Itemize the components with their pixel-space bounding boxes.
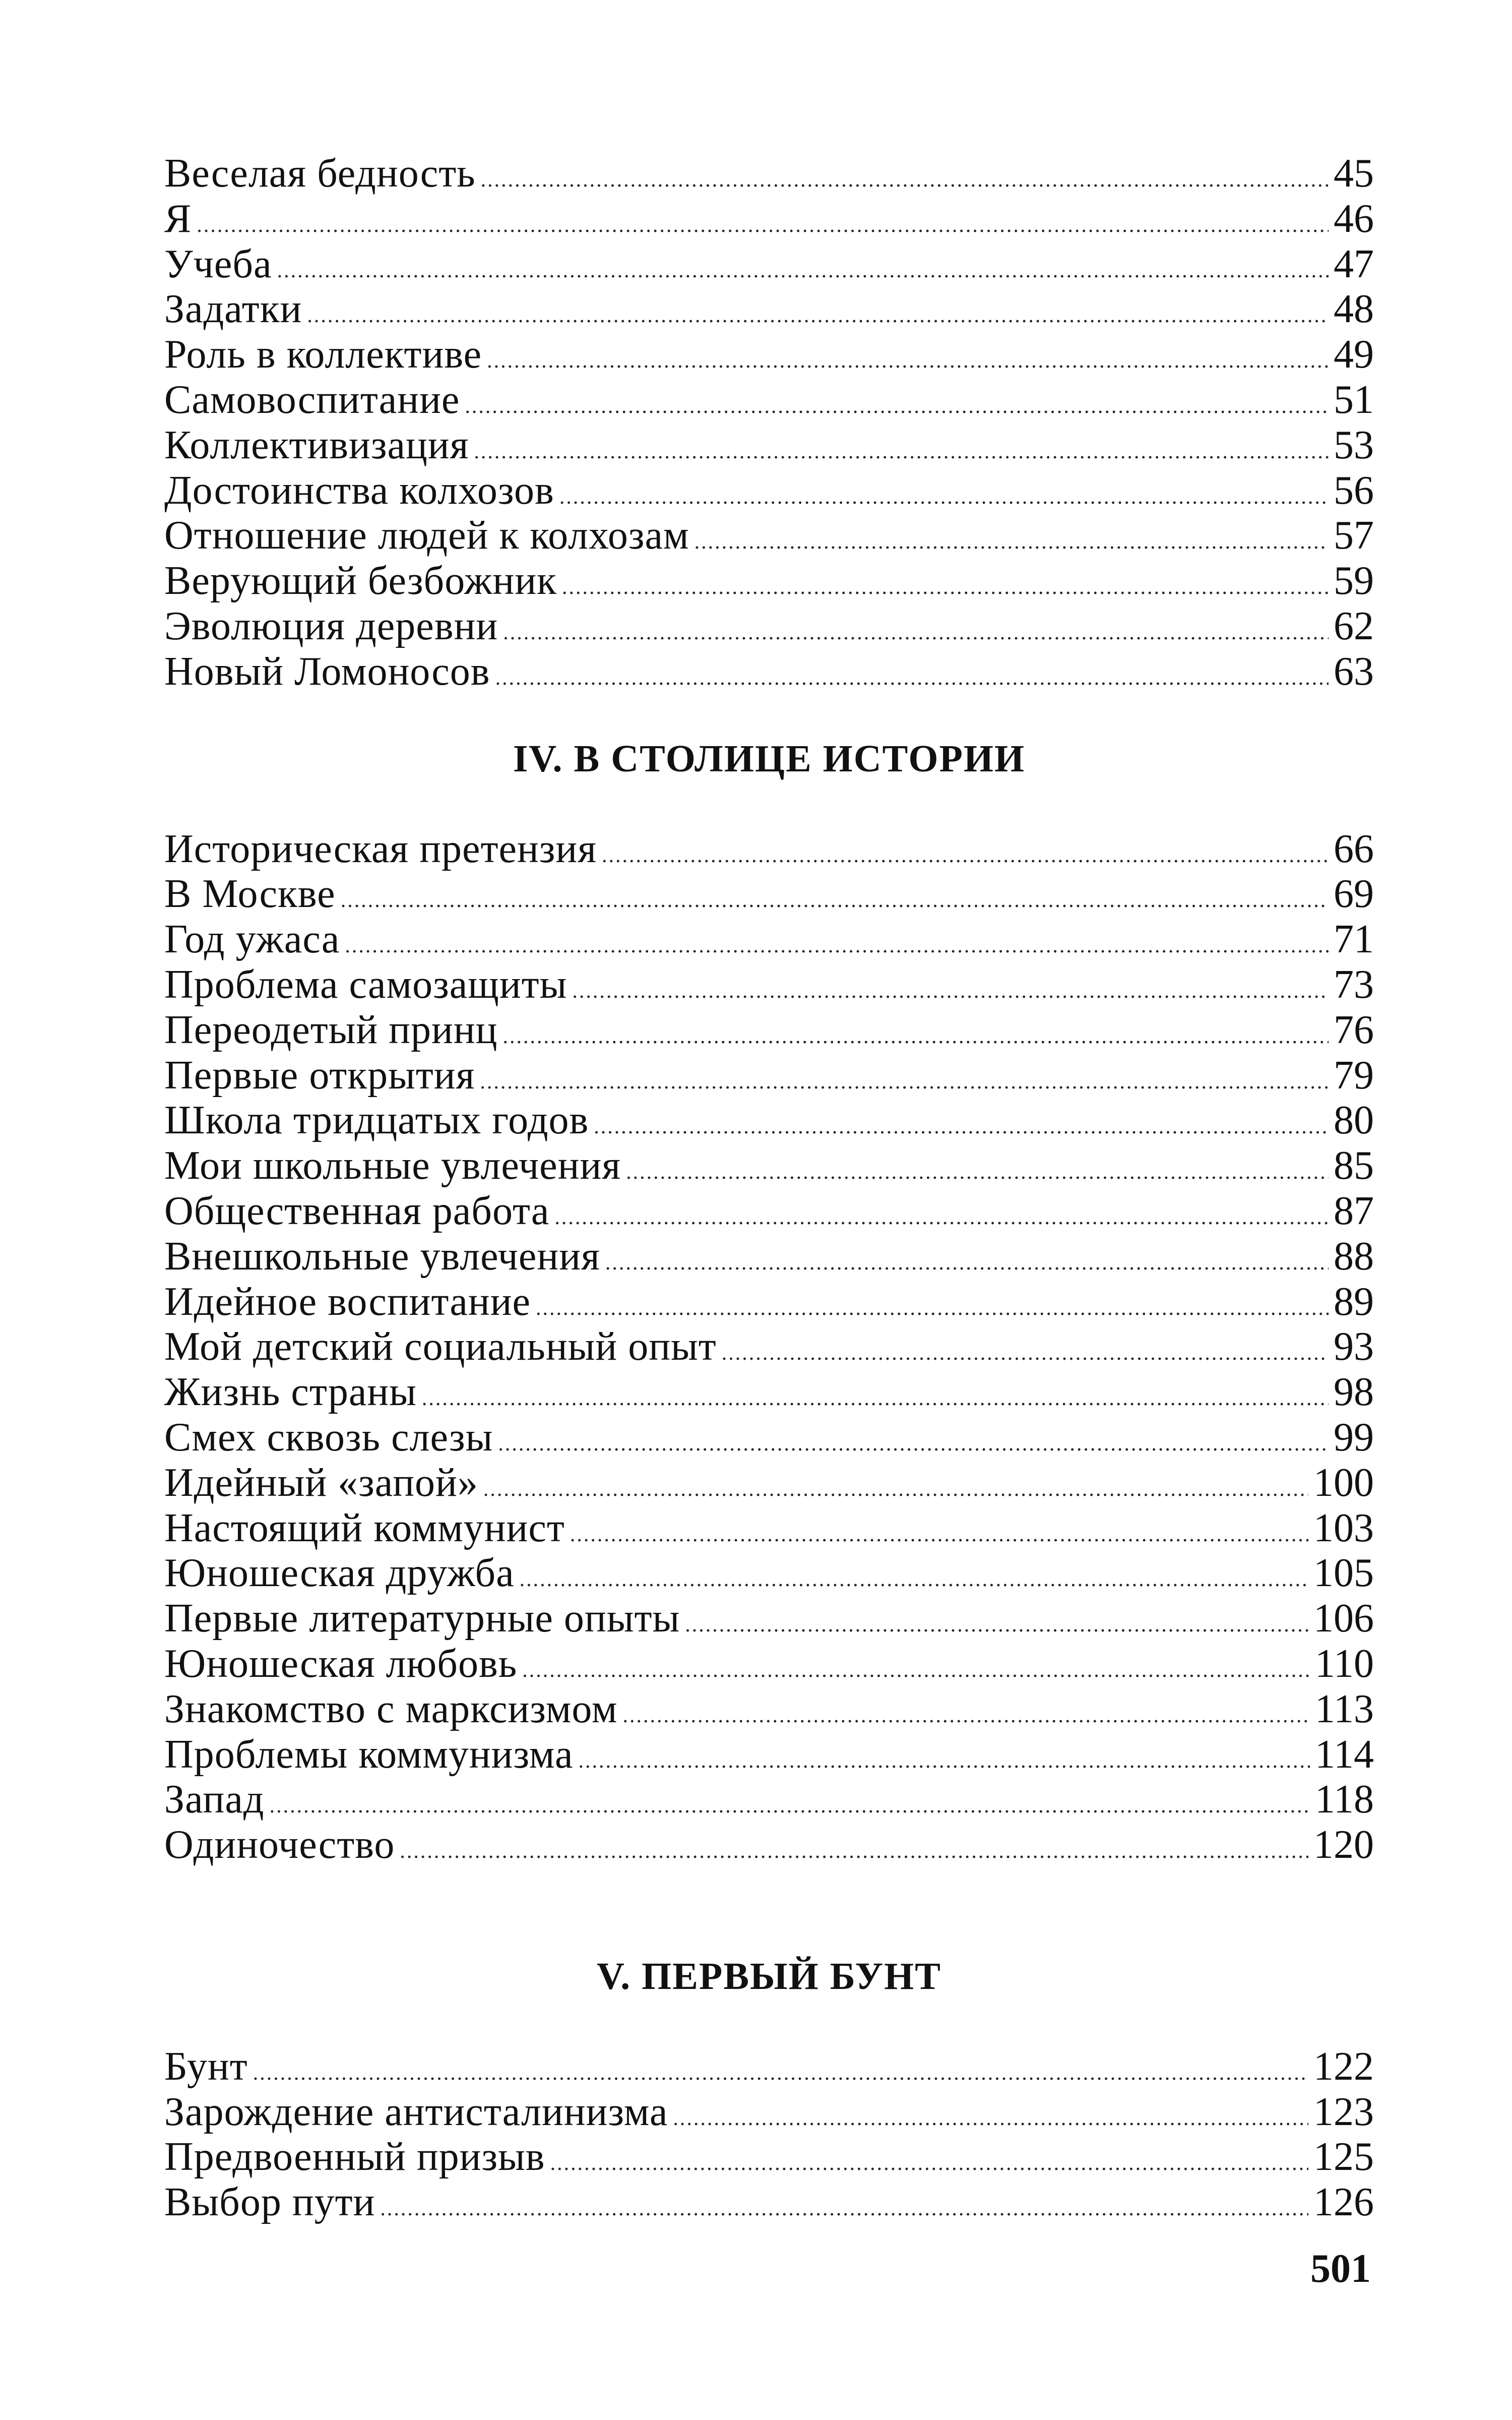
toc-entry-page: 48	[1334, 287, 1374, 332]
toc-entry-page: 85	[1334, 1143, 1374, 1188]
toc-entry-title: Смех сквозь слезы	[164, 1415, 493, 1460]
toc-entry	[164, 2135, 1374, 2180]
toc-entry	[164, 917, 1374, 962]
toc-entry-title: Бунт	[164, 2044, 248, 2089]
toc-entry-title: Первые открытия	[164, 1053, 475, 1098]
page-number: 501	[1310, 2247, 1371, 2291]
toc-entry-page: 103	[1313, 1505, 1374, 1550]
toc-entry	[164, 1551, 1374, 1596]
toc-entry-title: Зарождение антисталинизма	[164, 2089, 668, 2134]
toc-entry-page: 46	[1334, 196, 1374, 241]
dot-leader	[498, 1422, 1329, 1467]
dot-leader	[422, 1376, 1329, 1422]
toc-entry-page: 62	[1334, 603, 1374, 648]
dot-leader	[695, 520, 1329, 565]
toc-entry	[164, 287, 1374, 332]
toc-entry-title: Задатки	[164, 287, 302, 332]
toc-entry-title: Юношеская любовь	[164, 1641, 518, 1686]
toc-entry-title: Мои школьные увлечения	[164, 1143, 621, 1188]
toc-entry	[164, 332, 1374, 378]
toc-entry-title: В Москве	[164, 872, 336, 917]
toc-entry	[164, 1234, 1374, 1280]
toc-entry	[164, 559, 1374, 604]
toc-entry	[164, 468, 1374, 514]
toc-entry	[164, 1506, 1374, 1551]
toc-entry	[164, 1280, 1374, 1325]
toc-entry	[164, 1053, 1374, 1099]
toc-entry-page: 122	[1313, 2044, 1374, 2089]
toc-entry-page: 99	[1334, 1415, 1374, 1460]
dot-leader	[503, 611, 1329, 656]
dot-leader	[502, 1014, 1329, 1060]
toc-entry-title: Год ужаса	[164, 917, 340, 962]
toc-entry	[164, 2180, 1374, 2225]
toc-entry	[164, 2090, 1374, 2135]
toc-entry-title: Общественная работа	[164, 1188, 550, 1233]
toc-entry-page: 120	[1313, 1823, 1374, 1867]
toc-entry	[164, 1324, 1374, 1370]
toc-entry-title: Роль в коллективе	[164, 332, 482, 377]
toc-entry	[164, 1596, 1374, 1642]
toc-entry-page: 93	[1334, 1324, 1374, 1369]
toc-entry-page: 87	[1334, 1188, 1374, 1233]
dot-leader	[495, 656, 1329, 701]
toc-entry-title: Идейное воспитание	[164, 1279, 531, 1324]
toc-entry-title: Предвоенный призыв	[164, 2135, 545, 2180]
toc-entry-page: 51	[1334, 377, 1374, 422]
dot-leader	[481, 158, 1329, 203]
toc-entry-title: Юношеская дружба	[164, 1551, 515, 1596]
toc-entry-page: 73	[1334, 962, 1374, 1007]
toc-entry-page: 106	[1313, 1596, 1374, 1641]
toc-entry-page: 71	[1334, 917, 1374, 962]
dot-leader	[341, 878, 1329, 924]
toc-entry-title: Настоящий коммунист	[164, 1505, 565, 1550]
toc-page	[164, 151, 1374, 2225]
toc-entry	[164, 513, 1374, 559]
dot-leader	[570, 1512, 1308, 1558]
toc-entry-page: 89	[1334, 1279, 1374, 1324]
section-iv-title: IV. В СТОЛИЦЕ ИСТОРИИ	[513, 737, 1026, 780]
dot-leader	[622, 1693, 1309, 1739]
toc-entry-title: Выбор пути	[164, 2180, 375, 2225]
toc-entry-page: 56	[1334, 468, 1374, 513]
dot-leader	[550, 2141, 1308, 2187]
toc-entry	[164, 242, 1374, 287]
toc-entry-title: Идейный «запой»	[164, 1460, 478, 1505]
toc-entry	[164, 1642, 1374, 1687]
dot-leader	[722, 1331, 1329, 1376]
toc-entry-page: 53	[1334, 422, 1374, 467]
dot-leader	[474, 430, 1329, 475]
dot-leader	[277, 249, 1329, 294]
dot-leader	[483, 1467, 1308, 1512]
toc-entry	[164, 1415, 1374, 1461]
toc-entry-page: 80	[1334, 1098, 1374, 1143]
toc-entry	[164, 962, 1374, 1008]
toc-entry-title: Переодетый принц	[164, 1007, 498, 1052]
toc-entry	[164, 1370, 1374, 1415]
toc-entry-title: Жизнь страны	[164, 1370, 417, 1415]
dot-leader	[572, 969, 1329, 1014]
toc-entry	[164, 1143, 1374, 1189]
toc-entry-title: Историческая претензия	[164, 826, 597, 871]
toc-entry	[164, 604, 1374, 649]
toc-entry-title: Проблема самозащиты	[164, 962, 568, 1007]
dot-leader	[673, 2096, 1308, 2142]
toc-entry-page: 126	[1313, 2180, 1374, 2225]
section-v-list	[164, 2044, 1374, 2225]
toc-entry-page: 118	[1314, 1777, 1374, 1822]
toc-entry-page: 66	[1334, 826, 1374, 871]
toc-entry-page: 123	[1313, 2089, 1374, 2134]
dot-leader	[380, 2187, 1308, 2232]
toc-entry-title: Внешкольные увлечения	[164, 1234, 600, 1279]
section-v-title: V. ПЕРВЫЙ БУНТ	[597, 1955, 941, 1998]
toc-entry-page: 59	[1334, 559, 1374, 603]
toc-entry-title: Достоинства колхозов	[164, 468, 554, 513]
toc-entry	[164, 649, 1374, 695]
toc-entry-title: Верующий безбожник	[164, 559, 557, 603]
toc-entry-title: Учеба	[164, 241, 272, 286]
toc-entry	[164, 2044, 1374, 2090]
toc-entry	[164, 1687, 1374, 1732]
toc-entry-page: 114	[1314, 1732, 1374, 1777]
toc-entry	[164, 423, 1374, 468]
toc-entry	[164, 1461, 1374, 1506]
toc-entry-title: Отношение людей к колхозам	[164, 513, 689, 558]
toc-entry-page: 125	[1313, 2135, 1374, 2180]
toc-entry-title: Веселая бедность	[164, 151, 476, 196]
dot-leader	[685, 1603, 1308, 1648]
toc-entry-title: Школа тридцатых годов	[164, 1098, 589, 1143]
toc-entry-page: 45	[1334, 151, 1374, 196]
toc-entry-page: 105	[1313, 1551, 1374, 1596]
toc-entry-title: Коллективизация	[164, 422, 469, 467]
toc-entry-title: Запад	[164, 1777, 265, 1822]
dot-leader	[522, 1648, 1310, 1693]
toc-entry-title: Мой детский социальный опыт	[164, 1324, 717, 1369]
toc-entry-title: Первые литературные опыты	[164, 1596, 680, 1641]
toc-entry-title: Одиночество	[164, 1823, 395, 1867]
dot-leader	[579, 1739, 1310, 1784]
toc-continued-list	[164, 151, 1374, 695]
toc-entry-page: 63	[1334, 649, 1374, 694]
toc-entry-title: Знакомство с марксизмом	[164, 1686, 618, 1731]
toc-entry	[164, 1732, 1374, 1778]
toc-entry-page: 57	[1334, 513, 1374, 558]
toc-entry	[164, 872, 1374, 917]
toc-entry-page: 76	[1334, 1007, 1374, 1052]
toc-entry-page: 100	[1313, 1460, 1374, 1505]
dot-leader	[605, 1241, 1329, 1286]
toc-entry-page: 113	[1314, 1686, 1374, 1731]
toc-entry-title: Новый Ломоносов	[164, 649, 490, 694]
toc-entry	[164, 378, 1374, 423]
dot-leader	[562, 565, 1329, 611]
dot-leader	[465, 384, 1329, 430]
dot-leader	[480, 1060, 1329, 1105]
toc-entry-page: 110	[1314, 1641, 1374, 1686]
dot-leader	[602, 833, 1329, 879]
dot-leader	[554, 1195, 1329, 1241]
toc-entry	[164, 1777, 1374, 1823]
dot-leader	[626, 1150, 1329, 1195]
toc-entry	[164, 827, 1374, 872]
toc-entry	[164, 1098, 1374, 1143]
toc-entry-page: 47	[1334, 241, 1374, 286]
toc-entry-title: Самовоспитание	[164, 377, 460, 422]
section-iv-list	[164, 827, 1374, 1868]
dot-leader	[594, 1105, 1329, 1150]
toc-entry-title: Эволюция деревни	[164, 603, 498, 648]
toc-entry-page: 88	[1334, 1234, 1374, 1279]
dot-leader	[270, 1784, 1310, 1829]
toc-entry-page: 98	[1334, 1370, 1374, 1415]
toc-entry	[164, 197, 1374, 242]
toc-entry	[164, 1189, 1374, 1234]
toc-entry-page: 49	[1334, 332, 1374, 377]
toc-entry	[164, 1008, 1374, 1053]
dot-leader	[197, 203, 1329, 249]
dot-leader	[487, 339, 1329, 384]
toc-entry	[164, 151, 1374, 197]
toc-entry-title: Я	[164, 196, 192, 241]
toc-entry-title: Проблемы коммунизма	[164, 1732, 574, 1777]
toc-entry-page: 79	[1334, 1053, 1374, 1098]
toc-entry-page: 69	[1334, 872, 1374, 917]
dot-leader	[400, 1829, 1308, 1874]
toc-entry	[164, 1823, 1374, 1868]
